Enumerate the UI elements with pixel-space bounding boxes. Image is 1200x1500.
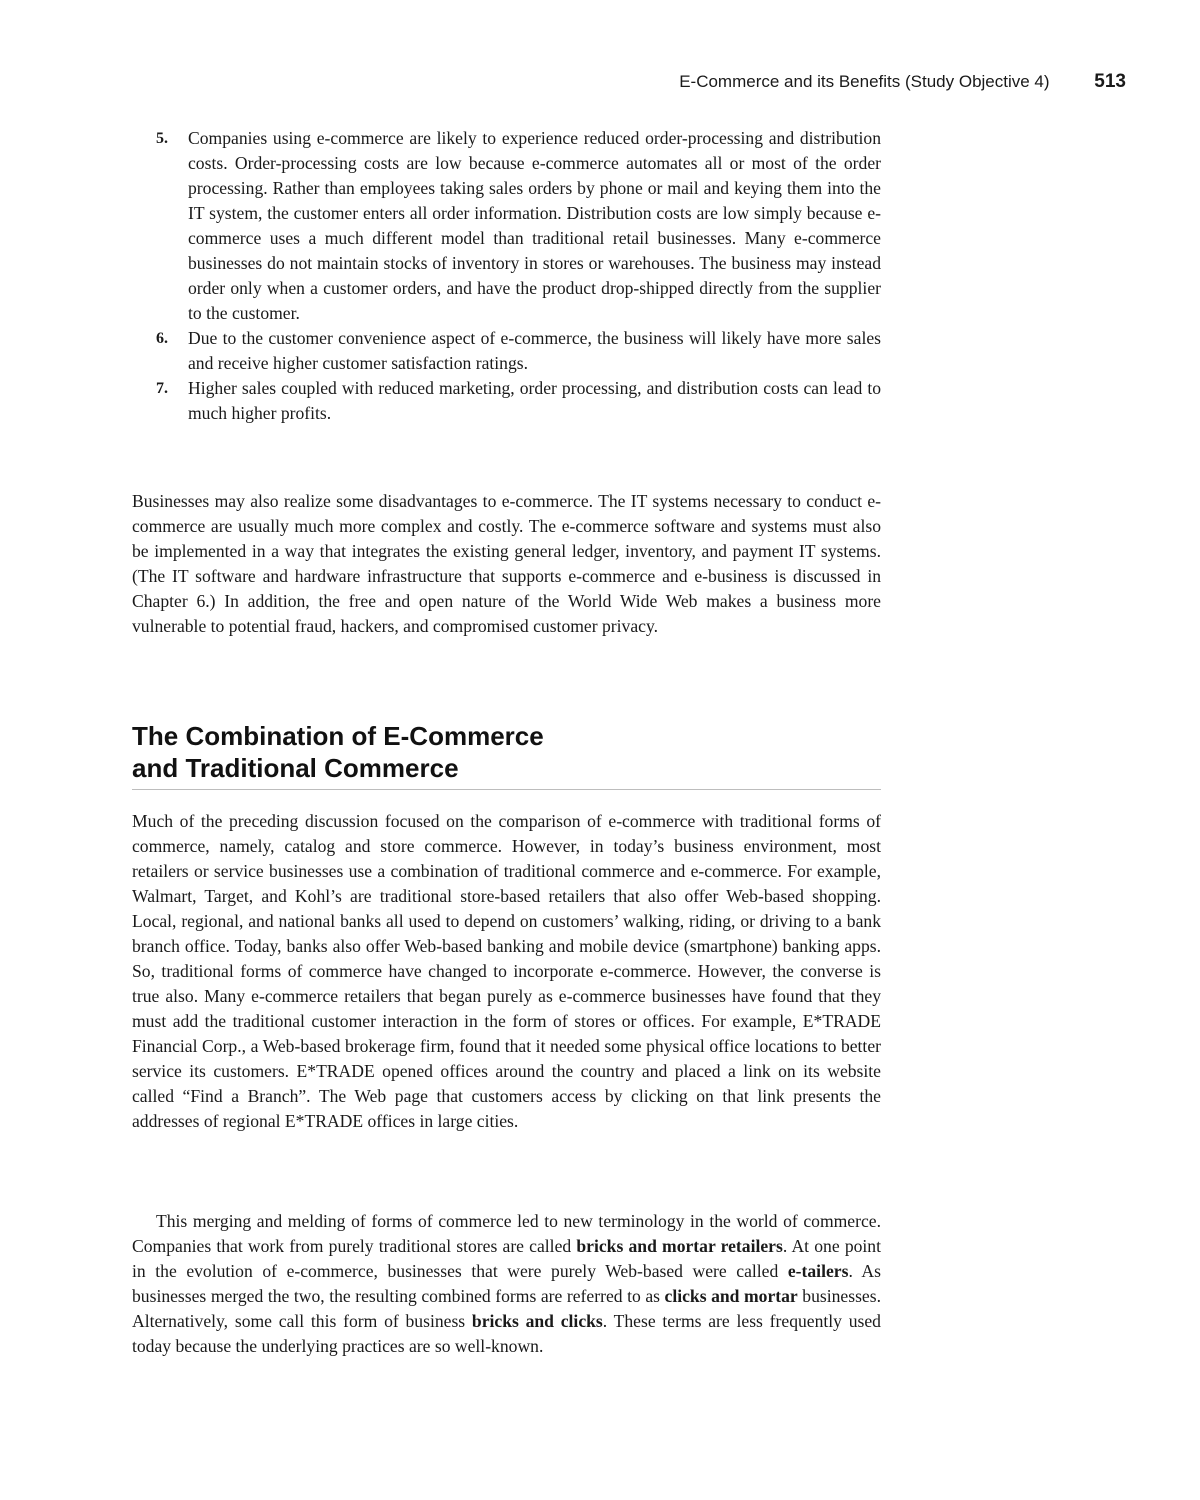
key-term-clicks-and-mortar: clicks and mortar [664, 1286, 798, 1306]
disadvantages-paragraph: Businesses may also realize some disadvantages to e-commerce. The IT systems necessary to conduct e-commerce are usually much more complex and costly. The e-commerce software and systems must also be implemented in a way that integrates the existing general ledger, inventory, and payment IT systems. (The IT software and hardware infrastructure that supports e-commerce and e-business is discussed in Chapter 6.) In addition, the free and open nature of the World Wide Web makes a business more vulnerable to potential fraud, hackers, and compromised customer privacy. [132, 491, 881, 636]
list-item-text: Higher sales coupled with reduced marketing, order processing, and distribution costs can lead to much higher profits. [188, 378, 881, 423]
key-term-e-tailers: e-tailers [787, 1261, 849, 1281]
list-item-number: 5. [156, 130, 168, 147]
paragraph-text: . These terms are less frequently used today because the underlying practices are so well-known. [132, 1311, 881, 1356]
list-item [132, 376, 881, 426]
list-item-number: 6. [156, 330, 168, 347]
paragraph-text: . At one point in the evolution of e-commerce, businesses that were purely Web-based were called [132, 1236, 881, 1281]
key-term-bricks-and-clicks: bricks and clicks [471, 1311, 603, 1331]
running-head-title: E-Commerce and its Benefits (Study Objective 4) [679, 72, 1050, 91]
list-item-number: 7. [156, 380, 168, 397]
benefits-list [132, 126, 881, 426]
list-item [132, 126, 881, 326]
section-paragraph-2 [132, 1209, 881, 1359]
section-heading-line-2: and Traditional Commerce [132, 753, 459, 783]
paragraph-text: . As businesses merged the two, the resulting combined forms are referred to as [132, 1261, 881, 1306]
paragraph-text: businesses. Alternatively, some call this form of business [132, 1286, 881, 1331]
list-item-text: Companies using e-commerce are likely to experience reduced order-processing and distribution costs. Order-processing costs are low because e-commerce automates all or most of the order processing. Rather than employees taking sales orders by phone or mail and keying them into the IT system, the customer enters all order information. Distribution costs are low simply because e-commerce uses a much different model than traditional retail businesses. Many e-commerce businesses do not maintain stocks of inventory in stores or warehouses. The business may instead order only when a customer orders, and have the product drop-shipped directly from the supplier to the customer. [188, 128, 881, 323]
paragraph-text: This merging and melding of forms of commerce led to new terminology in the world of commerce. Companies that work from purely traditional stores are called [132, 1211, 881, 1256]
key-term-bricks-and-mortar: bricks and mortar retailers [576, 1236, 783, 1256]
list-item [132, 326, 881, 376]
page-number: 513 [1094, 71, 1126, 92]
list-item-text: Due to the customer convenience aspect of e-commerce, the business will likely have more sales and receive higher customer satisfaction ratings. [188, 328, 881, 373]
running-head [0, 70, 1126, 94]
section-heading [132, 720, 881, 790]
section-paragraph-1: Much of the preceding discussion focused on the comparison of e-commerce with traditional forms of commerce, namely, catalog and store commerce. However, in today’s business environment, most retailers or service businesses use a combination of traditional commerce and e-commerce. For example, Walmart, Target, and Kohl’s are traditional store-based retailers that also offer Web-based shopping. Local, regional, and national banks all used to depend on customers’ walking, riding, or driving to a bank branch office. Today, banks also offer Web-based banking and mobile device (smartphone) banking apps. So, traditional forms of commerce have changed to incorporate e-commerce. However, the converse is true also. Many e-commerce retailers that began purely as e-commerce businesses have found that they must add the traditional customer interaction in the form of stores or offices. For example, E*TRADE Financial Corp., a Web-based brokerage firm, found that it needed some physical office locations to better service its customers. E*TRADE opened offices around the country and placed a link on its website called “Find a Branch”. The Web page that customers access by clicking on that link presents the addresses of regional E*TRADE offices in large cities. [132, 811, 881, 1131]
section-heading-line-1: The Combination of E-Commerce [132, 721, 544, 751]
